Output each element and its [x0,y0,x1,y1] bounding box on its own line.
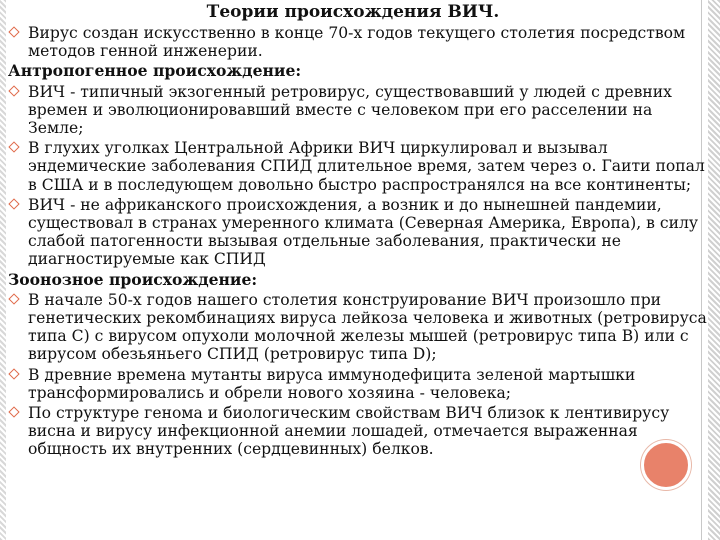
intro-bullet [8,24,708,60]
bullet-text: В начале 50-х годов нашего столетия конструирование ВИЧ произошло при генетических рекомбинациях вируса лейкоза человека и животных (ретровируса типа С) с вирусом опухоли молочной железы мышей (ретровирус типа В) или с вирусом обезьяньего СПИД (ретровирус типа D); [28,290,707,364]
diamond-bullet-icon [8,85,19,96]
bullet-text: В древние времена мутанты вируса иммунодефицита зеленой мартышки трансформировались и обрели нового хозяина - человека; [28,365,636,402]
bullet-text: По структуре генома и биологическим свойствам ВИЧ близок к лентивирусу висна и вирусу инфекционной анемии лошадей, отмечается выраженная общность их внутренних (сердцевинных) белков. [28,404,670,459]
slide [8,0,708,540]
slide-content [8,24,708,459]
diamond-bullet-icon [8,368,19,379]
list-item [8,83,708,138]
diamond-bullet-icon [8,142,19,153]
bullet-text: ВИЧ - типичный экзогенный ретровирус, существовавший у людей с древних времен и эволюционировавший вместе с человеком при его расселении на Земле; [28,82,672,138]
slide-title: Теории происхождения ВИЧ. [206,2,500,22]
diamond-bullet-icon [8,198,19,209]
bullet-text: Вирус создан искусственно в конце 70-х годов текущего столетия посредством методов генной инженерии. [28,24,686,61]
section-heading-zoonotic: Зоонозное происхождение: [8,269,258,289]
bullet-text: ВИЧ - не африканского происхождения, а возник и до нынешней пандемии, существовал в странах умеренного климата (Северная Америка, Европа), в силу слабой патогенности вызывая отдельные заболевания, практически не диагностируемые как СПИД [28,195,699,269]
left-decorative-border [0,0,6,540]
diamond-bullet-icon [8,293,19,304]
right-decorative-border [708,0,720,540]
diamond-bullet-icon [8,26,19,37]
list-item [8,291,708,364]
list-item [8,196,708,269]
list-item [8,404,708,459]
diamond-bullet-icon [8,406,19,417]
list-item [8,366,708,402]
list-item [8,139,708,194]
bullet-text: В глухих уголках Центральной Африки ВИЧ циркулировал и вызывал эндемические заболевания СПИД длительное время, затем через о. Гаити попал в США и в последующем довольно быстро распространялся на все континенты; [28,139,705,194]
decorative-circle [641,440,691,490]
section-heading-anthropogenic: Антропогенное происхождение: [8,61,302,81]
